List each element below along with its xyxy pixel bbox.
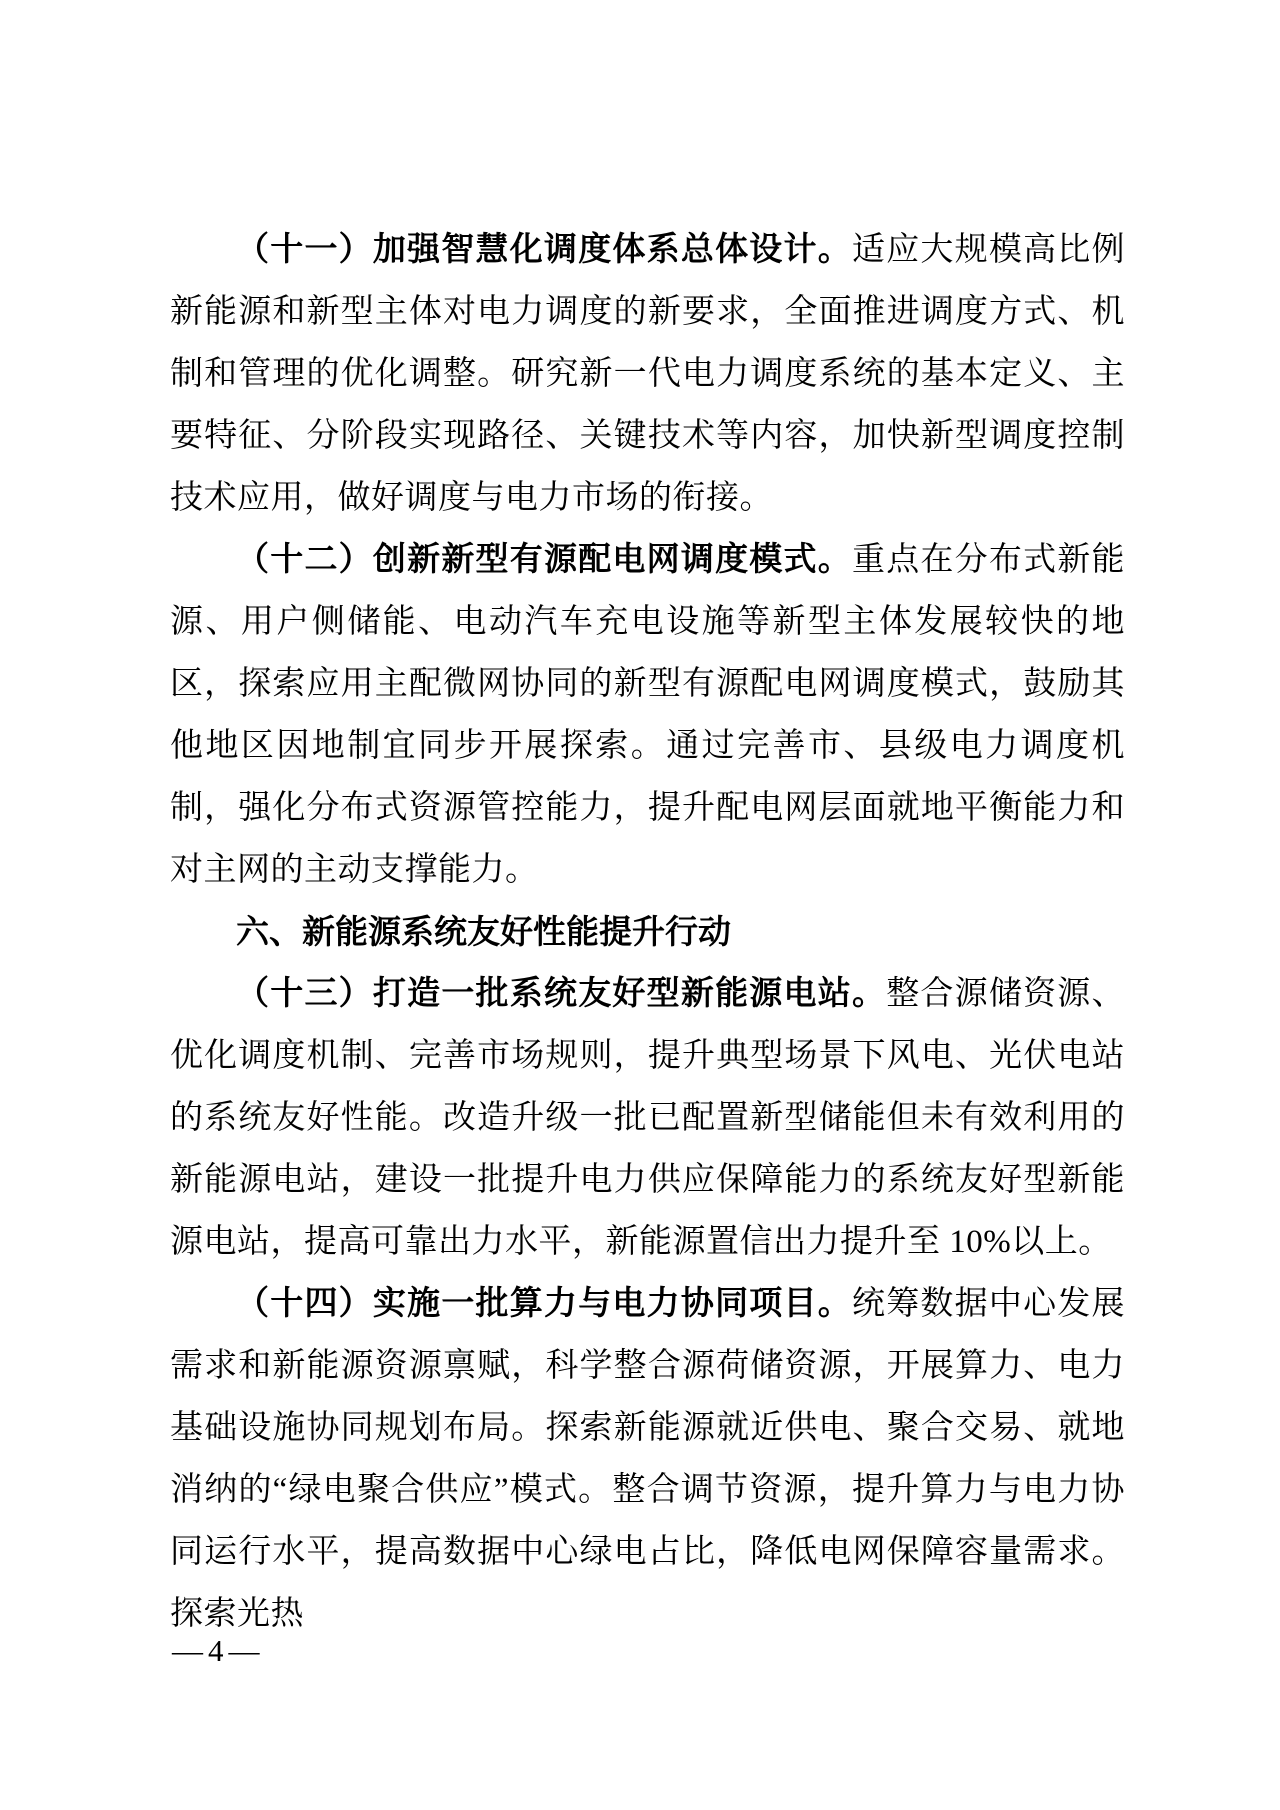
paragraph-13-lead: （十三）打造一批系统友好型新能源电站。 xyxy=(236,976,887,1012)
paragraph-item-12 xyxy=(170,529,1125,901)
document-content xyxy=(170,219,1125,1645)
paragraph-item-11 xyxy=(170,219,1125,529)
paragraph-13-text: 整合源储资源、优化调度机制、完善市场规则，提升典型场景下风电、光伏电站的系统友好性能。改造升级一批已配置新型储能但未有效利用的新能源电站，建设一批提升电力供应保障能力的系统友好型新能源电站，提高可靠出力水平，新能源置信出力提升至 10%以上。 xyxy=(170,976,1126,1260)
paragraph-11-lead: （十一）加强智慧化调度体系总体设计。 xyxy=(236,232,852,268)
paragraph-item-13 xyxy=(170,963,1125,1273)
paragraph-14-text: 统筹数据中心发展需求和新能源资源禀赋，科学整合源荷储资源，开展算力、电力基础设施协同规划布局。探索新能源就近供电、聚合交易、就地消纳的“绿电聚合供应”模式。整合调节资源，提升算力与电力协同运行水平，提高数据中心绿电占比，降低电网保障容量需求。探索光热 xyxy=(170,1286,1126,1632)
paragraph-11-text: 适应大规模高比例新能源和新型主体对电力调度的新要求，全面推进调度方式、机制和管理的优化调整。研究新一代电力调度系统的基本定义、主要特征、分阶段实现路径、关键技术等内容，加快新型调度控制技术应用，做好调度与电力市场的衔接。 xyxy=(170,232,1126,516)
paragraph-14-lead: （十四）实施一批算力与电力协同项目。 xyxy=(236,1286,852,1322)
paragraph-12-lead: （十二）创新新型有源配电网调度模式。 xyxy=(236,542,852,578)
paragraph-12-text: 重点在分布式新能源、用户侧储能、电动汽车充电设施等新型主体发展较快的地区，探索应用主配微网协同的新型有源配电网调度模式，鼓励其他地区因地制宜同步开展探索。通过完善市、县级电力调度机制，强化分布式资源管控能力，提升配电网层面就地平衡能力和对主网的主动支撑能力。 xyxy=(170,542,1126,888)
section-heading-6: 六、新能源系统友好性能提升行动 xyxy=(236,913,731,950)
paragraph-item-14 xyxy=(170,1273,1125,1645)
page-number: —4— xyxy=(172,1633,265,1668)
